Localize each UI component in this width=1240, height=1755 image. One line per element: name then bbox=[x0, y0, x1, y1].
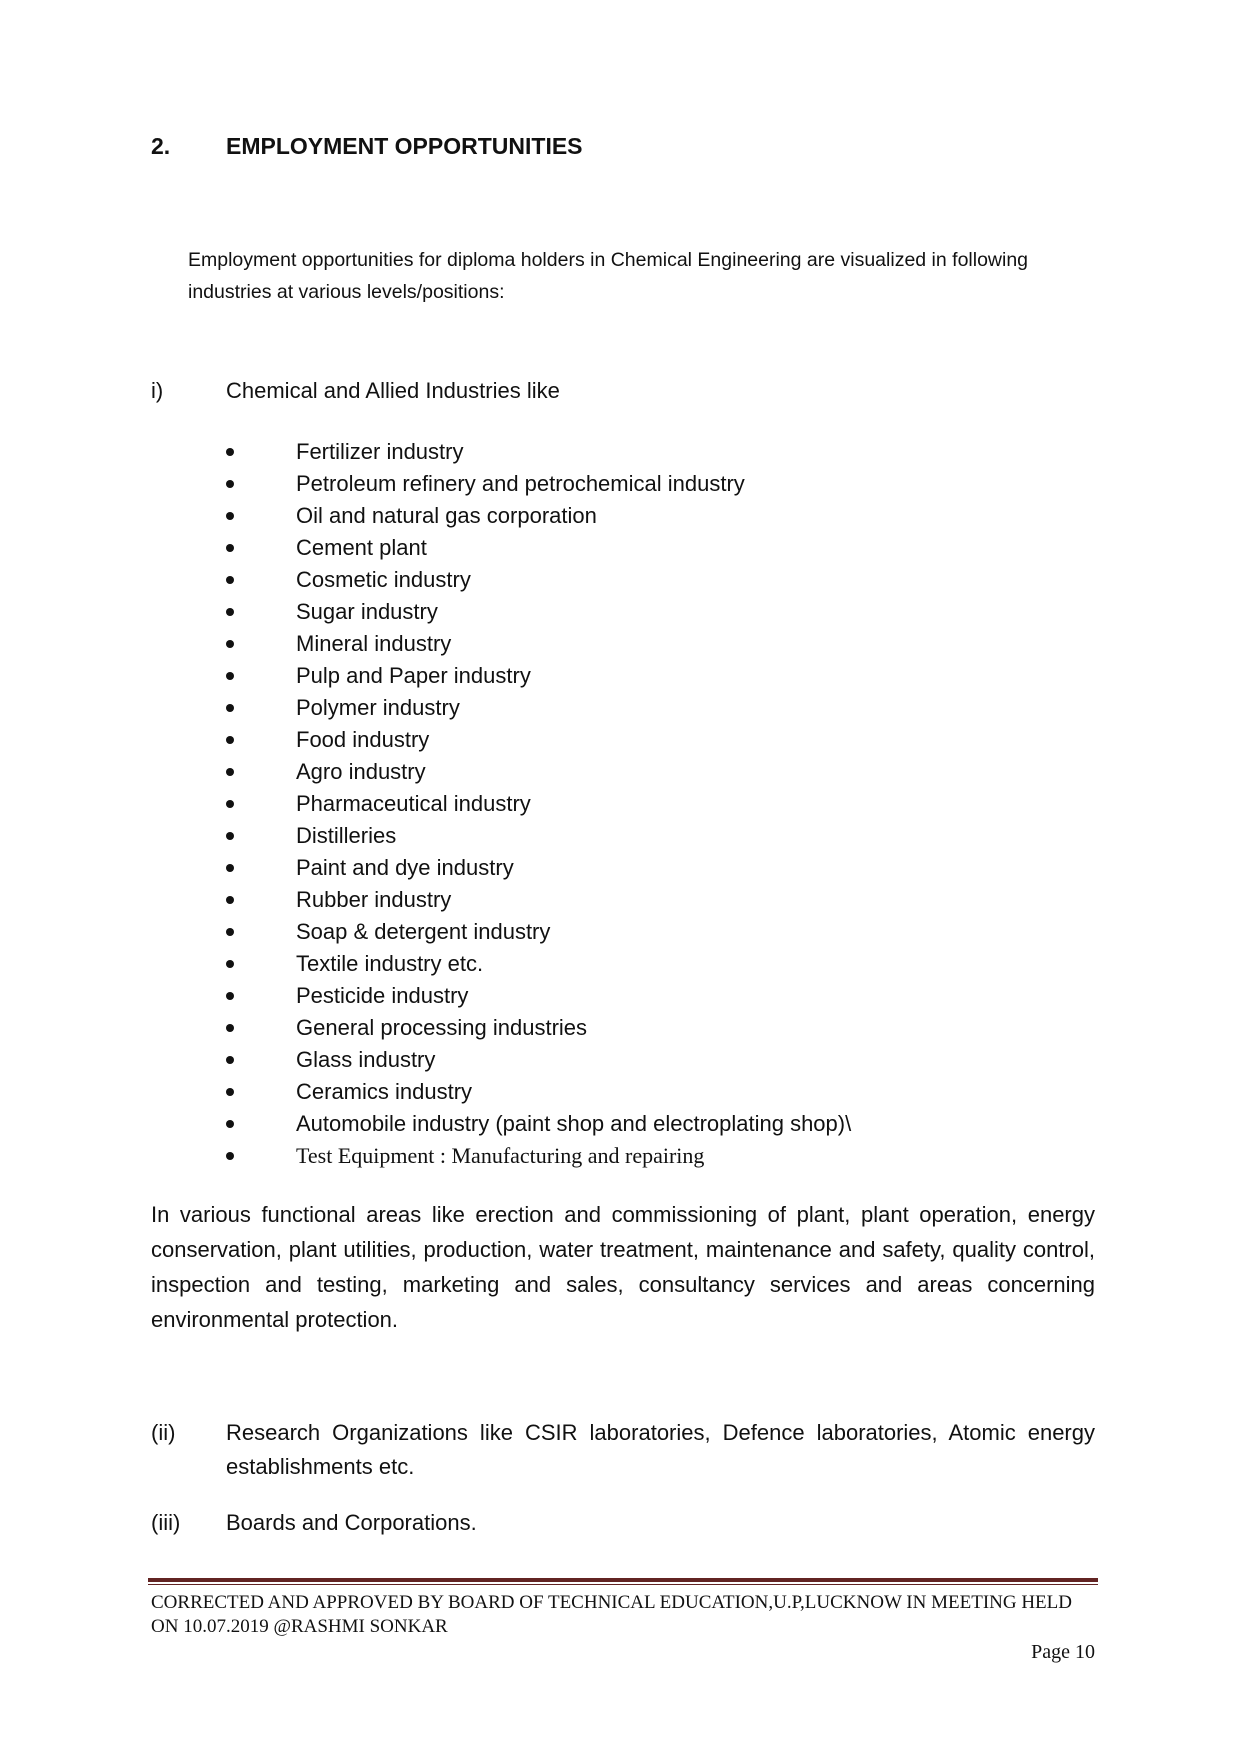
industry-name: Pulp and Paper industry bbox=[296, 663, 531, 688]
industry-name: Fertilizer industry bbox=[296, 439, 464, 464]
industry-name: Pesticide industry bbox=[296, 983, 469, 1008]
bullet-icon bbox=[226, 512, 234, 520]
industry-name: Rubber industry bbox=[296, 887, 452, 912]
bullet-icon bbox=[226, 832, 234, 840]
bullet-icon bbox=[226, 608, 234, 616]
industry-name: Oil and natural gas corporation bbox=[296, 503, 597, 528]
bullet-icon bbox=[226, 544, 234, 552]
industry-list-item bbox=[220, 724, 851, 756]
industry-name: Pharmaceutical industry bbox=[296, 791, 531, 816]
bullet-icon bbox=[226, 992, 234, 1000]
bullet-icon bbox=[226, 1056, 234, 1064]
subsection-iii bbox=[151, 1506, 1095, 1540]
intro-paragraph: Employment opportunities for diploma holders in Chemical Engineering are visualized in following industries at various levels/positions: bbox=[188, 249, 1029, 303]
bullet-icon bbox=[226, 768, 234, 776]
industry-name: Distilleries bbox=[296, 823, 397, 848]
subsection-ii-text: Research Organizations like CSIR laboratories, Defence laboratories, Atomic energy establishments etc. bbox=[226, 1420, 1095, 1479]
industry-list-item bbox=[220, 980, 851, 1012]
industry-list-item bbox=[220, 820, 851, 852]
industry-list-item bbox=[220, 436, 851, 468]
industry-list-item bbox=[220, 628, 851, 660]
industry-list-item bbox=[220, 1140, 851, 1172]
industry-list-item bbox=[220, 1076, 851, 1108]
bullet-icon bbox=[226, 1120, 234, 1128]
bullet-icon bbox=[226, 800, 234, 808]
bullet-icon bbox=[226, 480, 234, 488]
footer-divider bbox=[148, 1578, 1098, 1582]
section-title: EMPLOYMENT OPPORTUNITIES bbox=[226, 133, 583, 159]
subsection-iii-marker: (iii) bbox=[151, 1510, 181, 1535]
industry-list-item bbox=[220, 884, 851, 916]
industry-name: Food industry bbox=[296, 727, 430, 752]
industry-name: Soap & detergent industry bbox=[296, 919, 551, 944]
industry-name: General processing industries bbox=[296, 1015, 588, 1040]
industry-list-item bbox=[220, 948, 851, 980]
industry-name: Cosmetic industry bbox=[296, 567, 471, 592]
industry-name: Paint and dye industry bbox=[296, 855, 514, 880]
industry-name: Sugar industry bbox=[296, 599, 438, 624]
industry-list-item bbox=[220, 1108, 851, 1140]
subsection-i-title: Chemical and Allied Industries like bbox=[226, 378, 560, 403]
industry-list-item bbox=[220, 852, 851, 884]
industry-name: Cement plant bbox=[296, 535, 427, 560]
footer-approval-note: CORRECTED AND APPROVED BY BOARD OF TECHNICAL EDUCATION,U.P,LUCKNOW IN MEETING HELD ON 10.07.2019 @RASHMI SONKAR bbox=[151, 1592, 1072, 1637]
industry-list bbox=[220, 436, 851, 1172]
industry-name: Test Equipment : Manufacturing and repairing bbox=[296, 1143, 705, 1168]
industry-list-item bbox=[220, 468, 851, 500]
industry-name: Agro industry bbox=[296, 759, 426, 784]
functional-areas-paragraph: In various functional areas like erection and commissioning of plant, plant operation, energy conservation, plant utilities, production, water treatment, maintenance and safety, quality control, inspection and testing, marketing and sales, consultancy services and areas concerning environmental protection. bbox=[151, 1202, 1095, 1332]
subsection-ii bbox=[151, 1416, 1095, 1484]
industry-list-item bbox=[220, 1012, 851, 1044]
industry-name: Glass industry bbox=[296, 1047, 436, 1072]
bullet-icon bbox=[226, 704, 234, 712]
industry-list-item bbox=[220, 788, 851, 820]
industry-list-item bbox=[220, 916, 851, 948]
bullet-icon bbox=[226, 928, 234, 936]
industry-name: Ceramics industry bbox=[296, 1079, 473, 1104]
bullet-icon bbox=[226, 736, 234, 744]
industry-list-item bbox=[220, 500, 851, 532]
bullet-icon bbox=[226, 640, 234, 648]
section-heading bbox=[151, 133, 583, 160]
industry-name: Automobile industry (paint shop and electroplating shop)\ bbox=[296, 1111, 852, 1136]
bullet-icon bbox=[226, 896, 234, 904]
industry-list-item bbox=[220, 756, 851, 788]
industry-list-item bbox=[220, 532, 851, 564]
bullet-icon bbox=[226, 1088, 234, 1096]
bullet-icon bbox=[226, 1024, 234, 1032]
industry-list-item bbox=[220, 564, 851, 596]
subsection-i-marker: i) bbox=[151, 378, 164, 403]
industry-list-item bbox=[220, 692, 851, 724]
bullet-icon bbox=[226, 1152, 234, 1160]
section-number: 2. bbox=[151, 133, 171, 159]
industry-name: Petroleum refinery and petrochemical industry bbox=[296, 471, 745, 496]
industry-name: Textile industry etc. bbox=[296, 951, 484, 976]
page-number: Page 10 bbox=[1031, 1641, 1095, 1663]
bullet-icon bbox=[226, 864, 234, 872]
industry-list-item bbox=[220, 1044, 851, 1076]
bullet-icon bbox=[226, 448, 234, 456]
bullet-icon bbox=[226, 960, 234, 968]
industry-name: Polymer industry bbox=[296, 695, 460, 720]
industry-name: Mineral industry bbox=[296, 631, 452, 656]
bullet-icon bbox=[226, 576, 234, 584]
subsection-iii-text: Boards and Corporations. bbox=[226, 1510, 477, 1535]
subsection-ii-marker: (ii) bbox=[151, 1420, 176, 1445]
footer-divider-thin bbox=[148, 1584, 1098, 1585]
bullet-icon bbox=[226, 672, 234, 680]
industry-list-item bbox=[220, 660, 851, 692]
subsection-i-heading bbox=[151, 378, 560, 404]
industry-list-item bbox=[220, 596, 851, 628]
